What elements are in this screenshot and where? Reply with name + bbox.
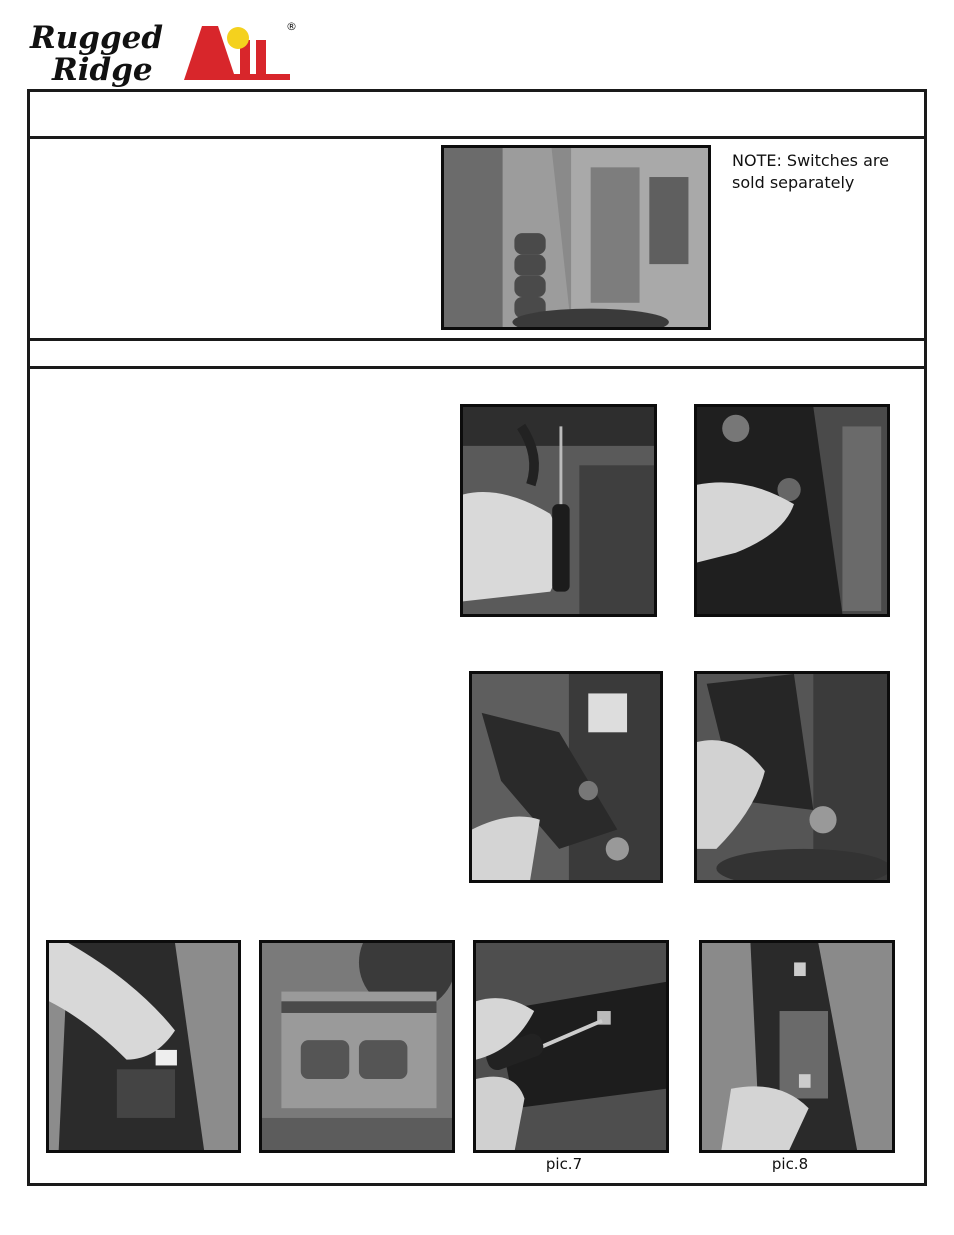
caption-pic7: pic.7 [545, 1155, 583, 1173]
registered-mark: ® [286, 20, 297, 33]
step-photo-remove-pillar-trim [469, 671, 663, 883]
step-photo-screwdriver-visor [460, 404, 657, 617]
logo-text-line1: Rugged [30, 20, 164, 56]
brand-logo [24, 16, 304, 88]
section-divider [30, 136, 924, 139]
section-divider [30, 338, 924, 341]
section-divider [30, 366, 924, 369]
step-photo-pic8-pod-interior [699, 940, 895, 1153]
logo-text-line2: Ridge [52, 52, 153, 88]
switches-note: NOTE: Switches are sold separately [732, 151, 889, 192]
step-photo-lift-pillar-cover [694, 671, 890, 883]
step-photo-pod-back-view [259, 940, 455, 1153]
step-photo-remove-screw-cover [694, 404, 890, 617]
logo-sun-icon [227, 27, 249, 49]
step-photo-pic7-screw-clip [473, 940, 669, 1153]
step-photo-install-connector [46, 940, 241, 1153]
product-photo [441, 145, 711, 330]
caption-pic8: pic.8 [771, 1155, 809, 1173]
